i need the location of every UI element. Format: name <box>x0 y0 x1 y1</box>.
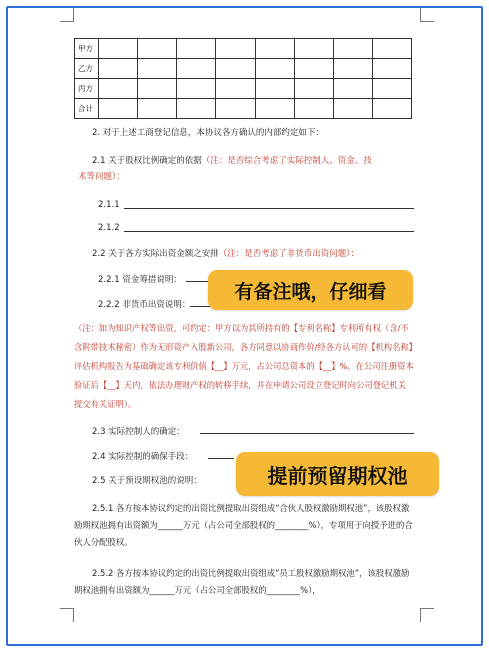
item-2-1-2: 2.1.2 <box>98 223 120 233</box>
section-2-1-title: 2.1 关于股权比例确定的依据（注：是否综合考虑了实际控制人、资金、技 <box>92 156 372 166</box>
table-row <box>75 79 412 99</box>
fill-line <box>190 306 210 307</box>
item-2-2-2: 2.2.2 非货币出资说明： <box>98 300 191 310</box>
section-2-heading: 2. 对于上述工商登记信息，本协议各方确认的内部约定如下： <box>92 128 324 138</box>
row-label: 乙方 <box>75 59 99 79</box>
section-2-1-note: （注：是否综合考虑了实际控制人、资金、技 <box>201 156 372 166</box>
fill-line <box>208 458 234 459</box>
section-2-4: 2.4 实际控制的确保手段： <box>92 452 194 462</box>
ip-contribution-note: （注：如为知识产权等出资，可约定：甲方以为其所持有的【专利名称】专利所有权（含/不含附带技术秘密）作为无形资产入股新公司，各方同意以协商作价/经各方认可的【机构名称】评估机构报告为基础确定该专利价值【__】万元，占公司总资本的【__】%。在公司注册资本验证后【__】天内，依法办理财产权的转移手续，并在申请公司设立登记时向公司登记机关提交有关证明）。 <box>74 323 414 409</box>
paragraph-2-5-2: 2.5.2 各方按本协议约定的出资比例提取出资组成“员工股权激励期权池”，该股权激励期权池拥有出资额为______万元（占公司全部股权的________%）， <box>74 568 410 595</box>
callout-badge-option-pool: 提前预留期权池 <box>236 452 439 496</box>
table-row <box>75 39 412 59</box>
item-2-1-1: 2.1.1 <box>98 200 120 210</box>
row-label: 合计 <box>75 99 99 119</box>
crop-mark-bottom-left <box>60 608 74 622</box>
section-2-2-note: （注：是否考虑了非货币出资问题）： <box>218 249 359 259</box>
section-2-2-title: 2.2 关于各方实际出资金额之安排（注：是否考虑了非货币出资问题）： <box>92 249 359 259</box>
item-2-2-1: 2.2.1 资金筹措说明： <box>98 275 182 285</box>
fill-line <box>124 208 414 209</box>
section-2-1-note-cont: 术等问题）： <box>78 172 125 182</box>
table-row <box>75 59 412 79</box>
fill-line <box>124 231 414 232</box>
row-label: 丙方 <box>75 79 99 99</box>
fill-line <box>200 433 414 434</box>
section-2-5: 2.5 关于预设期权池的说明： <box>92 476 202 486</box>
crop-mark-top-right <box>420 8 434 22</box>
fill-line <box>186 281 210 282</box>
table-row <box>75 99 412 119</box>
paragraph-2-5-1: 2.5.1 各方按本协议约定的出资比例提取出资组成“合伙人股权激励期权池”，该股权激励期权池拥有出资额为______万元（占公司全部股权的________%），专项用于向授予进的合伙人分配股权。 <box>74 503 413 547</box>
row-label: 甲方 <box>75 39 99 59</box>
section-2-3: 2.3 实际控制人的确定： <box>92 427 185 437</box>
equity-table <box>74 38 412 119</box>
crop-mark-top-left <box>60 8 74 22</box>
crop-mark-bottom-right <box>420 608 434 622</box>
callout-badge-note: 有备注哦，仔细看 <box>208 270 413 310</box>
